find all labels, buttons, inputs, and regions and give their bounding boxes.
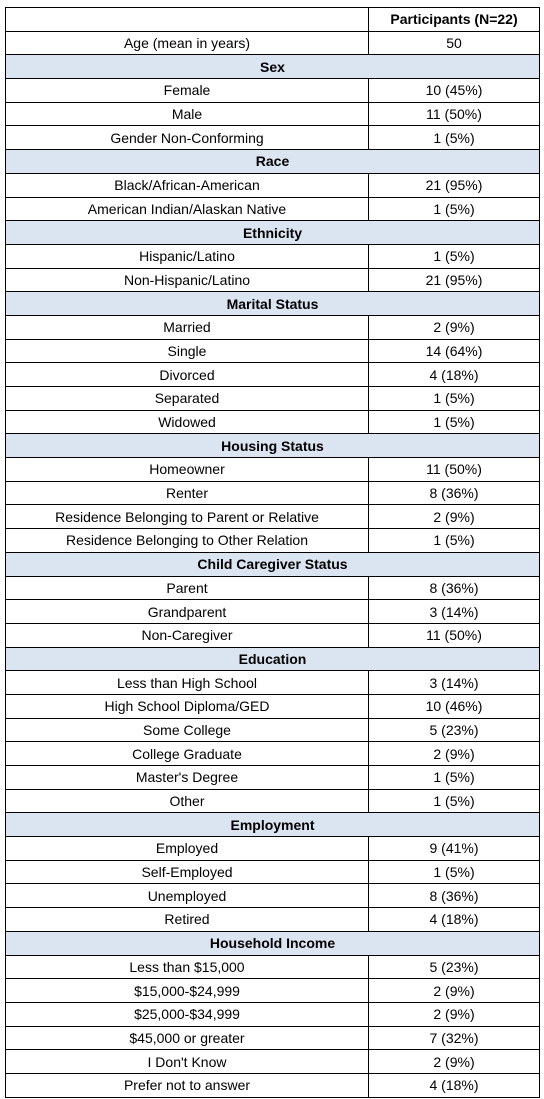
row-label: Non-Hispanic/Latino: [6, 268, 369, 292]
row-label: Master's Degree: [6, 766, 369, 790]
table-row: [6, 1073, 540, 1097]
row-value: 2 (9%): [369, 979, 540, 1003]
row-value: 1 (5%): [369, 789, 540, 813]
table-row: [6, 623, 540, 647]
section-title: Sex: [6, 55, 540, 79]
row-value: 1 (5%): [369, 766, 540, 790]
header-label-cell: [6, 8, 369, 32]
row-label: Homeowner: [6, 458, 369, 482]
participants-column-header: Participants (N=22): [369, 8, 540, 32]
table-row: [6, 31, 540, 55]
row-value: 4 (18%): [369, 1073, 540, 1097]
row-label: Age (mean in years): [6, 31, 369, 55]
row-value: 4 (18%): [369, 363, 540, 387]
row-value: 7 (32%): [369, 1026, 540, 1050]
section-header-row: [6, 813, 540, 837]
table-row: [6, 102, 540, 126]
section-title: Housing Status: [6, 434, 540, 458]
table-row: [6, 979, 540, 1003]
section-title: Marital Status: [6, 292, 540, 316]
row-value: 21 (95%): [369, 173, 540, 197]
table-row: [6, 315, 540, 339]
row-label: Renter: [6, 481, 369, 505]
row-label: I Don't Know: [6, 1050, 369, 1074]
row-value: 21 (95%): [369, 268, 540, 292]
row-label: Retired: [6, 908, 369, 932]
row-label: Widowed: [6, 410, 369, 434]
row-value: 1 (5%): [369, 387, 540, 411]
row-label: Residence Belonging to Parent or Relative: [6, 505, 369, 529]
row-value: 8 (36%): [369, 576, 540, 600]
section-header-row: [6, 434, 540, 458]
table-header-row: [6, 8, 540, 32]
row-label: Single: [6, 339, 369, 363]
row-label: Parent: [6, 576, 369, 600]
row-value: 8 (36%): [369, 481, 540, 505]
row-value: 9 (41%): [369, 837, 540, 861]
table-row: [6, 1002, 540, 1026]
row-value: 10 (46%): [369, 694, 540, 718]
table-row: [6, 718, 540, 742]
table-row: [6, 1050, 540, 1074]
table-row: [6, 576, 540, 600]
row-value: 50: [369, 31, 540, 55]
section-header-row: [6, 292, 540, 316]
demographics-table-container: [5, 7, 540, 1098]
table-row: [6, 766, 540, 790]
table-row: [6, 955, 540, 979]
row-value: 3 (14%): [369, 671, 540, 695]
row-value: 11 (50%): [369, 623, 540, 647]
section-header-row: [6, 552, 540, 576]
table-row: [6, 529, 540, 553]
section-header-row: [6, 221, 540, 245]
table-row: [6, 173, 540, 197]
row-label: Hispanic/Latino: [6, 244, 369, 268]
table-row: [6, 197, 540, 221]
table-row: [6, 126, 540, 150]
row-value: 14 (64%): [369, 339, 540, 363]
section-header-row: [6, 647, 540, 671]
section-header-row: [6, 931, 540, 955]
row-value: 1 (5%): [369, 244, 540, 268]
table-row: [6, 458, 540, 482]
row-value: 2 (9%): [369, 505, 540, 529]
section-title: Employment: [6, 813, 540, 837]
table-row: [6, 600, 540, 624]
row-value: 3 (14%): [369, 600, 540, 624]
table-body: [6, 31, 540, 1097]
row-label: $45,000 or greater: [6, 1026, 369, 1050]
row-label: Grandparent: [6, 600, 369, 624]
row-value: 1 (5%): [369, 126, 540, 150]
row-value: 1 (5%): [369, 197, 540, 221]
row-label: Black/African-American: [6, 173, 369, 197]
row-label: Some College: [6, 718, 369, 742]
row-label: Less than High School: [6, 671, 369, 695]
row-label: Divorced: [6, 363, 369, 387]
row-label: Prefer not to answer: [6, 1073, 369, 1097]
row-value: 11 (50%): [369, 102, 540, 126]
table-row: [6, 884, 540, 908]
section-title: Child Caregiver Status: [6, 552, 540, 576]
row-value: 1 (5%): [369, 860, 540, 884]
row-label: Gender Non-Conforming: [6, 126, 369, 150]
row-label: High School Diploma/GED: [6, 694, 369, 718]
demographics-table: [5, 7, 540, 1098]
table-row: [6, 244, 540, 268]
row-label: Other: [6, 789, 369, 813]
row-label: Male: [6, 102, 369, 126]
table-row: [6, 387, 540, 411]
table-row: [6, 837, 540, 861]
table-row: [6, 694, 540, 718]
row-value: 1 (5%): [369, 529, 540, 553]
table-row: [6, 908, 540, 932]
row-label: Employed: [6, 837, 369, 861]
row-value: 11 (50%): [369, 458, 540, 482]
section-title: Ethnicity: [6, 221, 540, 245]
row-value: 5 (23%): [369, 955, 540, 979]
row-label: Self-Employed: [6, 860, 369, 884]
table-row: [6, 1026, 540, 1050]
row-label: American Indian/Alaskan Native: [6, 197, 369, 221]
table-row: [6, 79, 540, 103]
table-row: [6, 339, 540, 363]
row-value: 2 (9%): [369, 1002, 540, 1026]
row-value: 5 (23%): [369, 718, 540, 742]
row-label: $25,000-$34,999: [6, 1002, 369, 1026]
row-value: 4 (18%): [369, 908, 540, 932]
section-header-row: [6, 55, 540, 79]
row-label: Separated: [6, 387, 369, 411]
row-label: $15,000-$24,999: [6, 979, 369, 1003]
row-label: Female: [6, 79, 369, 103]
row-label: Unemployed: [6, 884, 369, 908]
table-row: [6, 410, 540, 434]
section-title: Race: [6, 150, 540, 174]
section-title: Education: [6, 647, 540, 671]
table-row: [6, 268, 540, 292]
row-value: 10 (45%): [369, 79, 540, 103]
table-row: [6, 363, 540, 387]
row-label: Non-Caregiver: [6, 623, 369, 647]
section-header-row: [6, 150, 540, 174]
row-label: College Graduate: [6, 742, 369, 766]
row-label: Married: [6, 315, 369, 339]
table-row: [6, 481, 540, 505]
table-row: [6, 742, 540, 766]
section-title: Household Income: [6, 931, 540, 955]
row-value: 8 (36%): [369, 884, 540, 908]
table-row: [6, 860, 540, 884]
row-value: 1 (5%): [369, 410, 540, 434]
table-row: [6, 789, 540, 813]
row-value: 2 (9%): [369, 742, 540, 766]
row-value: 2 (9%): [369, 315, 540, 339]
row-label: Less than $15,000: [6, 955, 369, 979]
table-row: [6, 671, 540, 695]
table-row: [6, 505, 540, 529]
row-value: 2 (9%): [369, 1050, 540, 1074]
row-label: Residence Belonging to Other Relation: [6, 529, 369, 553]
